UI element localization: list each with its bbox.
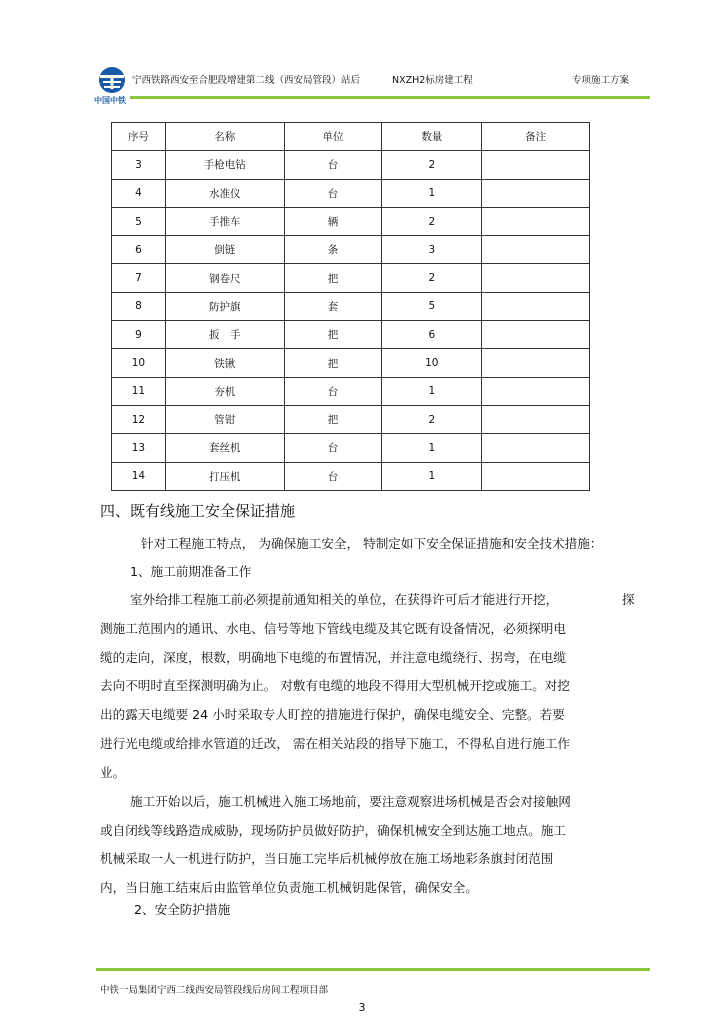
cell-index: 4	[112, 179, 166, 207]
cell-remarks	[482, 377, 590, 405]
table-row	[112, 462, 590, 490]
table-row	[112, 349, 590, 377]
col-header-unit: 单位	[284, 123, 382, 151]
cell-remarks	[482, 207, 590, 235]
cell-quantity: 5	[382, 292, 482, 320]
cell-index: 11	[112, 377, 166, 405]
table-row	[112, 207, 590, 235]
cell-unit: 台	[284, 151, 382, 179]
cell-name: 防护旗	[165, 292, 284, 320]
cell-remarks	[482, 321, 590, 349]
cell-name: 打压机	[165, 462, 284, 490]
footer-divider	[96, 968, 650, 971]
cell-quantity: 6	[382, 321, 482, 349]
cell-name: 铁锹	[165, 349, 284, 377]
cell-remarks	[482, 236, 590, 264]
cell-unit: 台	[284, 462, 382, 490]
cell-name: 手枪电钻	[165, 151, 284, 179]
cell-index: 14	[112, 462, 166, 490]
cell-unit: 套	[284, 292, 382, 320]
cell-unit: 把	[284, 349, 382, 377]
paragraph-line: 或自闭线等线路造成威胁，现场防护员做好防护，确保机械安全到达施工地点。施工	[100, 823, 566, 838]
cell-name: 手推车	[165, 207, 284, 235]
section-title: 四、既有线施工安全保证措施	[100, 502, 296, 520]
cell-unit: 把	[284, 264, 382, 292]
cell-remarks	[482, 405, 590, 433]
cell-index: 10	[112, 349, 166, 377]
cell-quantity: 1	[382, 377, 482, 405]
cell-unit: 条	[284, 236, 382, 264]
cell-name: 水准仪	[165, 179, 284, 207]
col-header-name: 名称	[165, 123, 284, 151]
cell-quantity: 1	[382, 462, 482, 490]
cell-quantity: 3	[382, 236, 482, 264]
cell-name: 钢卷尺	[165, 264, 284, 292]
col-header-quantity: 数量	[382, 123, 482, 151]
cell-quantity: 1	[382, 179, 482, 207]
paragraph-line: 内，当日施工结束后由监管单位负责施工机械钥匙保管，确保安全。	[100, 880, 478, 895]
cell-index: 3	[112, 151, 166, 179]
cell-unit: 把	[284, 405, 382, 433]
cell-index: 9	[112, 321, 166, 349]
cell-quantity: 2	[382, 151, 482, 179]
cell-index: 6	[112, 236, 166, 264]
cell-unit: 辆	[284, 207, 382, 235]
paragraph-line: 进行光电缆或给排水管道的迁改， 需在相关站段的指导下施工，不得私自进行施工作	[100, 736, 570, 751]
subheading-safety: 2、安全防护措施	[134, 902, 231, 917]
cell-quantity: 2	[382, 264, 482, 292]
col-header-remarks: 备注	[482, 123, 590, 151]
paragraph-line: 施工开始以后，施工机械进入施工场地前，要注意观察进场机械是否会对接触网	[130, 794, 571, 809]
cell-remarks	[482, 349, 590, 377]
equipment-table	[111, 122, 590, 491]
cell-remarks	[482, 434, 590, 462]
col-header-index: 序号	[112, 123, 166, 151]
section-intro: 针对工程施工特点， 为确保施工安全， 特制定如下安全保证措施和安全技术措施：	[141, 536, 603, 551]
table-header-row	[112, 123, 590, 151]
cell-unit: 台	[284, 377, 382, 405]
cell-quantity: 2	[382, 207, 482, 235]
table-row	[112, 377, 590, 405]
table-row	[112, 264, 590, 292]
table-row	[112, 321, 590, 349]
cell-name: 扳 手	[165, 321, 284, 349]
cell-quantity: 1	[382, 434, 482, 462]
cell-name: 管钳	[165, 405, 284, 433]
cell-index: 7	[112, 264, 166, 292]
table-row	[112, 292, 590, 320]
paragraph-line: 出的露天电缆要 24 小时采取专人盯控的措施进行保护，确保电缆安全、完整。若要	[100, 707, 565, 722]
cell-unit: 把	[284, 321, 382, 349]
cell-index: 12	[112, 405, 166, 433]
table-row	[112, 236, 590, 264]
cell-quantity: 2	[382, 405, 482, 433]
cell-name: 夯机	[165, 377, 284, 405]
page-number: 3	[358, 1001, 366, 1014]
cell-quantity: 10	[382, 349, 482, 377]
header-divider	[130, 96, 650, 99]
paragraph-line: 业。	[100, 765, 126, 780]
cell-name: 套丝机	[165, 434, 284, 462]
paragraph-line: 缆的走向，深度，根数，明确地下电缆的布置情况，并注意电缆绕行、拐弯，在电缆	[100, 650, 566, 665]
header-project-title: 宁西铁路西安至合肥段增建第二线（西安局管段）站后	[132, 75, 361, 86]
header-doc-type: 专项施工方案	[572, 75, 630, 86]
cell-index: 5	[112, 207, 166, 235]
table-row	[112, 405, 590, 433]
footer-organization: 中铁一局集团宁西二线西安局管段线后房间工程项目部	[100, 985, 329, 996]
cell-remarks	[482, 264, 590, 292]
table-row	[112, 434, 590, 462]
cell-remarks	[482, 462, 590, 490]
cell-remarks	[482, 179, 590, 207]
paragraph-line: 去向不明时直至探测明确为止。 对敷有电缆的地段不得用大型机械开挖或施工。对挖	[100, 678, 570, 693]
cell-name: 倒链	[165, 236, 284, 264]
logo-text: 中国中铁	[94, 96, 126, 105]
cell-remarks	[482, 292, 590, 320]
header-section-code: NXZH2标房建工程	[392, 75, 473, 86]
table-row	[112, 179, 590, 207]
cell-unit: 台	[284, 434, 382, 462]
cell-unit: 台	[284, 179, 382, 207]
cell-index: 13	[112, 434, 166, 462]
paragraph-line: 探	[622, 592, 635, 607]
paragraph-line: 测施工范围内的通讯、水电、信号等地下管线电缆及其它既有设备情况，必须探明电	[100, 621, 566, 636]
table-row	[112, 151, 590, 179]
paragraph-line: 室外给排工程施工前必须提前通知相关的单位，在获得许可后才能进行开挖，	[130, 592, 559, 607]
paragraph-line: 机械采取一人一机进行防护，当日施工完毕后机械停放在施工场地彩条旗封闭范围	[100, 851, 554, 866]
subheading-preparation: 1、施工前期准备工作	[130, 564, 252, 579]
cell-index: 8	[112, 292, 166, 320]
cell-remarks	[482, 151, 590, 179]
